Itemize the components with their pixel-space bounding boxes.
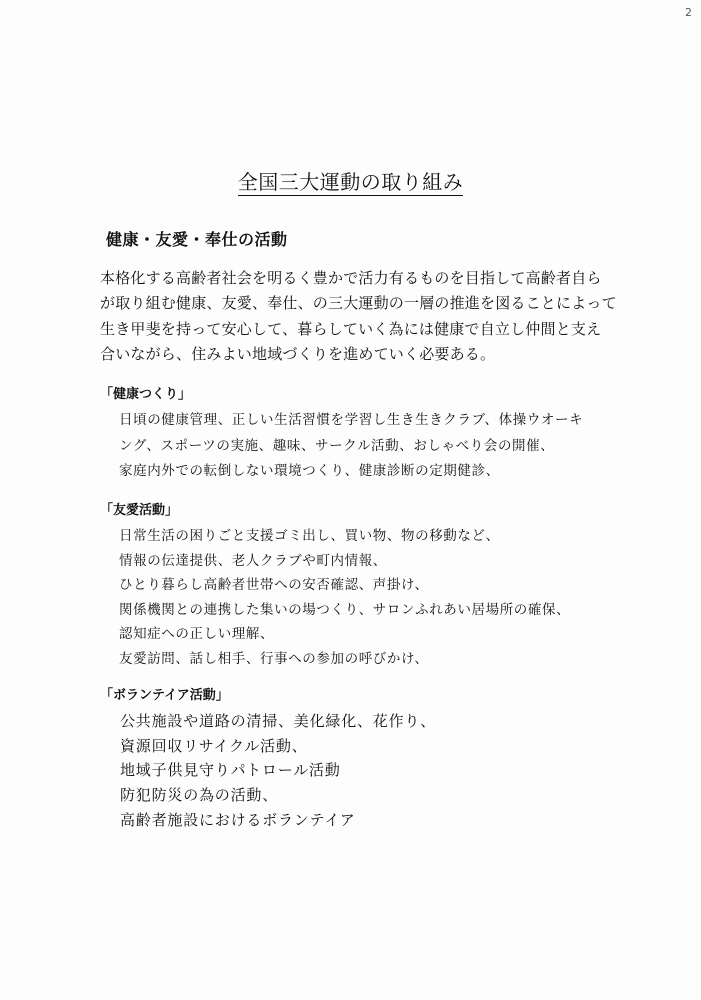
section-health	[100, 383, 583, 485]
list-item: 公共施設や道路の清掃、美化緑化、花作り、	[120, 712, 437, 730]
section-volunteer	[100, 684, 436, 832]
page-mark: 2	[685, 6, 692, 19]
list-item: 日頃の健康管理、正しい生活習慣を学習し生き生きクラブ、体操ウオーキ	[119, 412, 584, 428]
list-item: 防犯防災の為の活動、	[120, 786, 279, 805]
section-heading: 「健康つくり」	[100, 387, 192, 402]
intro-line: 本格化する高齢者社会を明るく豊かで活力有るものを目指して高齢者自ら	[100, 269, 602, 287]
list-item: 友愛訪問、話し相手、行事への参加の呼びかけ、	[119, 650, 429, 667]
list-item: 日常生活の困りごと支援ゴミ出し、買い物、物の移動など、	[119, 528, 500, 544]
intro-line: 生き甲斐を持って安心して、暮らしていく為には健康で自立し仲間と支え	[100, 319, 602, 338]
section-list	[119, 524, 570, 671]
list-item: 認知症への正しい理解、	[119, 626, 275, 642]
list-item: 資源回収リサイクル活動、	[120, 736, 308, 755]
list-item: 地域子供見守りパトロール活動	[120, 761, 341, 780]
page-title	[0, 166, 701, 195]
section-heading: 「ボランテイア活動」	[100, 688, 229, 703]
list-item: 情報の伝達提供、老人クラブや町内情報、	[119, 552, 387, 569]
list-item: 家庭内外での転倒しない環境つくり、健康診断の定期健診、	[119, 463, 500, 479]
intro-paragraph	[100, 266, 620, 367]
section-list	[120, 709, 436, 832]
section-heading: 「友愛活動」	[100, 503, 179, 518]
list-item: 関係機関との連携した集いの場つくり、サロンふれあい居場所の確保、	[119, 601, 571, 618]
intro-line: 合いながら、住みよい地域づくりを進めていく必要ある。	[100, 344, 496, 363]
page-title-text: 全国三大運動の取り組み	[237, 170, 464, 194]
subtitle: 健康・友愛・奉仕の活動	[106, 230, 288, 249]
list-item: 高齢者施設におけるボランテイア	[120, 810, 356, 829]
section-list	[119, 408, 583, 485]
list-item: ング、スポーツの実施、趣味、サークル活動、おしゃべり会の開催、	[119, 437, 555, 454]
list-item: ひとり暮らし高齢者世帯への安否確認、声掛け、	[119, 577, 429, 593]
intro-line: が取り組む健康、友愛、奉仕、の三大運動の一層の推進を図ることによって	[100, 294, 617, 313]
section-friendship	[100, 499, 570, 671]
